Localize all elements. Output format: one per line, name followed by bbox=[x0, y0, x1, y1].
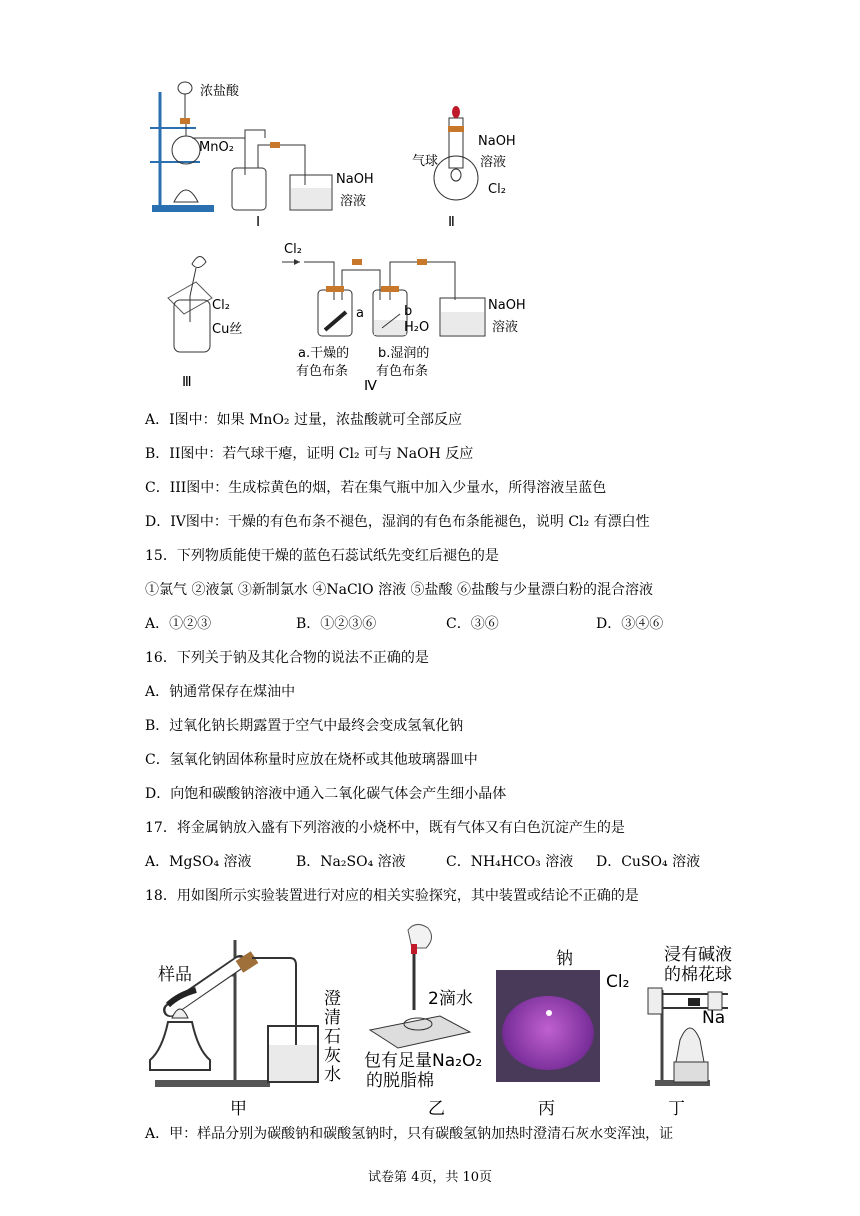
label-cl2-III: Cl₂ bbox=[212, 298, 230, 313]
label-soaked-2: 的棉花球 bbox=[664, 965, 732, 985]
caption-yi: 乙 bbox=[428, 1099, 445, 1119]
q17-option-c: C．NH₄HCO₃ 溶液 bbox=[446, 854, 574, 870]
label-naoh-I: NaOH bbox=[336, 172, 374, 187]
label-na: Na bbox=[702, 1008, 726, 1028]
caption-a-line1: a.干燥的 bbox=[298, 346, 350, 361]
q16-stem: 16．下列关于钠及其化合物的说法不正确的是 bbox=[145, 650, 429, 666]
caption-b-line1: b.湿润的 bbox=[378, 346, 430, 361]
label-cl2-II: Cl₂ bbox=[488, 182, 506, 197]
q14-option-d: D．IV图中：干燥的有色布条不褪色，湿润的有色布条能褪色，说明 Cl₂ 有漂白性 bbox=[145, 514, 650, 530]
label-naoh-IV: NaOH bbox=[488, 298, 526, 313]
label-a: a bbox=[356, 306, 364, 321]
q16-option-a: A．钠通常保存在煤油中 bbox=[145, 684, 296, 700]
label-two-drops: 2滴水 bbox=[428, 989, 473, 1009]
label-cl2-in: Cl₂ bbox=[284, 242, 302, 257]
label-solution-II: 溶液 bbox=[480, 155, 507, 170]
q14-option-b: B．II图中：若气球干瘪，证明 Cl₂ 可与 NaOH 反应 bbox=[145, 446, 474, 462]
label-solution-I: 溶液 bbox=[340, 194, 367, 209]
label-cotton-2: 的脱脂棉 bbox=[366, 1071, 434, 1091]
q17-option-a: A．MgSO₄ 溶液 bbox=[145, 854, 252, 870]
roman-II: Ⅱ bbox=[448, 215, 455, 230]
caption-a-line2: 有色布条 bbox=[296, 364, 349, 379]
q18-option-a: A．甲：样品分别为碳酸钠和碳酸氢钠时，只有碳酸氢钠加热时澄清石灰水变浑浊，证 bbox=[145, 1126, 674, 1142]
label-b: b bbox=[404, 304, 413, 319]
q15-stem: 15．下列物质能使干燥的蓝色石蕊试纸先变红后褪色的是 bbox=[145, 548, 499, 564]
q15-option-b: B．①②③⑥ bbox=[296, 616, 377, 632]
label-sodium: 钠 bbox=[556, 949, 573, 969]
q16-option-b: B．过氧化钠长期露置于空气中最终会变成氢氧化钠 bbox=[145, 718, 464, 734]
q15-items: ①氯气 ②液氯 ③新制氯水 ④NaClO 溶液 ⑤盐酸 ⑥盐酸与少量漂白粉的混合溶液 bbox=[145, 582, 653, 598]
caption-ding: 丁 bbox=[668, 1099, 685, 1119]
label-conc-hcl: 浓盐酸 bbox=[200, 84, 240, 99]
label-h2o: H₂O bbox=[404, 320, 430, 335]
caption-bing: 丙 bbox=[538, 1099, 555, 1119]
label-balloon: 气球 bbox=[412, 154, 439, 169]
caption-jia: 甲 bbox=[230, 1099, 247, 1119]
limewater-char: 澄 bbox=[324, 989, 341, 1009]
label-sample: 样品 bbox=[158, 965, 192, 985]
roman-III: Ⅲ bbox=[182, 375, 192, 390]
label-solution-IV: 溶液 bbox=[492, 320, 519, 335]
caption-b-line2: 有色布条 bbox=[376, 364, 429, 379]
q15-option-a: A．①②③ bbox=[145, 616, 212, 632]
label-mno2: MnO₂ bbox=[199, 140, 234, 155]
limewater-char: 清 bbox=[324, 1008, 341, 1028]
label-cl2-ding: Cl₂ bbox=[606, 972, 630, 992]
q17-option-d: D．CuSO₄ 溶液 bbox=[596, 854, 701, 870]
label-cu-wire: Cu丝 bbox=[212, 322, 243, 337]
label-soaked-1: 浸有碱液 bbox=[664, 945, 732, 965]
q17-stem: 17．将金属钠放入盛有下列溶液的小烧杯中，既有气体又有白色沉淀产生的是 bbox=[145, 820, 625, 836]
roman-IV: Ⅳ bbox=[364, 379, 377, 394]
q17-option-b: B．Na₂SO₄ 溶液 bbox=[296, 854, 406, 870]
q15-option-d: D．③④⑥ bbox=[596, 616, 664, 632]
label-naoh-II: NaOH bbox=[478, 134, 516, 149]
q14-option-c: C．III图中：生成棕黄色的烟，若在集气瓶中加入少量水，所得溶液呈蓝色 bbox=[145, 480, 607, 496]
q14-option-a: A．I图中：如果 MnO₂ 过量，浓盐酸就可全部反应 bbox=[145, 412, 462, 428]
limewater-char: 灰 bbox=[324, 1046, 341, 1066]
q18-stem: 18．用如图所示实验装置进行对应的相关实验探究，其中装置或结论不正确的是 bbox=[145, 888, 639, 904]
page-footer: 试卷第 4页，共 10页 bbox=[367, 1170, 493, 1185]
q16-option-d: D．向饱和碳酸钠溶液中通入二氧化碳气体会产生细小晶体 bbox=[145, 786, 507, 802]
limewater-char: 水 bbox=[324, 1065, 341, 1085]
label-cotton-1: 包有足量Na₂O₂ bbox=[364, 1051, 483, 1071]
q15-option-c: C．③⑥ bbox=[446, 616, 499, 632]
q16-option-c: C．氢氧化钠固体称量时应放在烧杯或其他玻璃器皿中 bbox=[145, 752, 478, 768]
roman-I: Ⅰ bbox=[256, 215, 261, 230]
limewater-char: 石 bbox=[324, 1027, 341, 1047]
